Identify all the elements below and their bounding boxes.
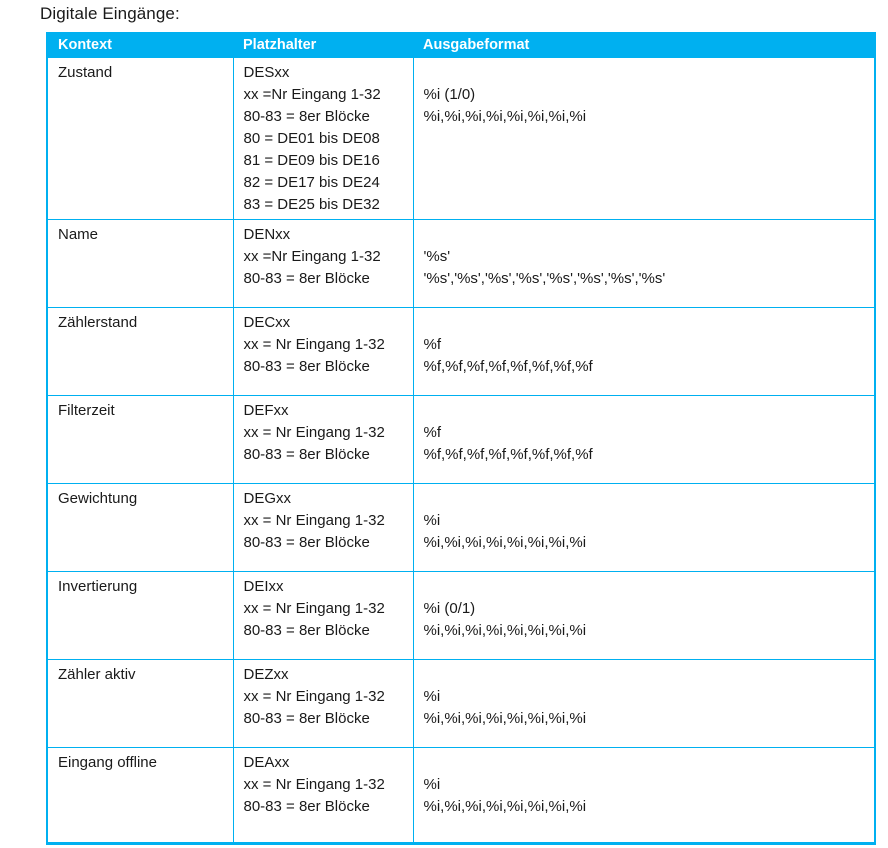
cell-line: xx = Nr Eingang 1-32 (243, 424, 385, 441)
ausgabeformat-cell (413, 748, 875, 844)
col-header-platzhalter: Platzhalter (233, 33, 413, 58)
cell-line: %i,%i,%i,%i,%i,%i,%i,%i (423, 798, 587, 815)
cell-line: %i (1/0) (423, 86, 476, 103)
cell-line: %i (423, 688, 441, 705)
cell-line: 80-83 = 8er Blöcke (243, 798, 370, 815)
kontext-cell (47, 58, 233, 220)
ausgabeformat-cell (413, 660, 875, 748)
cell-line: 80 = DE01 bis DE08 (243, 130, 380, 147)
cell-line: DEZxx (243, 666, 289, 683)
platzhalter-cell (233, 396, 413, 484)
kontext-cell (47, 748, 233, 844)
cell-line: Zähler aktiv (58, 666, 136, 683)
ausgabeformat-cell (413, 484, 875, 572)
cell-line: %f (423, 424, 442, 441)
table-row (47, 58, 875, 220)
platzhalter-cell (233, 220, 413, 308)
table-row (47, 748, 875, 844)
table-row (47, 660, 875, 748)
platzhalter-cell (233, 58, 413, 220)
cell-line: Zustand (58, 64, 113, 81)
kontext-cell (47, 308, 233, 396)
kontext-cell (47, 572, 233, 660)
cell-line: %i (423, 776, 441, 793)
table-row (47, 396, 875, 484)
cell-line: DECxx (243, 314, 291, 331)
cell-line: DEGxx (243, 490, 292, 507)
cell-line: 80-83 = 8er Blöcke (243, 534, 370, 551)
cell-line (424, 400, 867, 422)
cell-line: xx =Nr Eingang 1-32 (243, 86, 381, 103)
col-header-ausgabeformat: Ausgabeformat (413, 33, 875, 58)
cell-line (424, 62, 867, 84)
platzhalter-cell (233, 748, 413, 844)
cell-line (424, 664, 867, 686)
cell-line: '%s','%s','%s','%s','%s','%s','%s','%s' (423, 270, 666, 287)
cell-line: xx =Nr Eingang 1-32 (243, 248, 381, 265)
cell-line: Name (58, 226, 99, 243)
cell-line: 80-83 = 8er Blöcke (243, 710, 370, 727)
page-title: Digitale Eingänge: (40, 4, 180, 23)
digital-inputs-table-container (46, 32, 874, 845)
ausgabeformat-cell (413, 572, 875, 660)
cell-line: xx = Nr Eingang 1-32 (243, 512, 385, 529)
cell-line: %f,%f,%f,%f,%f,%f,%f,%f (423, 446, 593, 463)
cell-line: DEIxx (243, 578, 284, 595)
kontext-cell (47, 396, 233, 484)
kontext-cell (47, 484, 233, 572)
cell-line: Zählerstand (58, 314, 138, 331)
table-header (47, 33, 875, 58)
cell-line: %i,%i,%i,%i,%i,%i,%i,%i (423, 622, 587, 639)
table-row (47, 220, 875, 308)
cell-line: 80-83 = 8er Blöcke (243, 270, 370, 287)
cell-line: %f,%f,%f,%f,%f,%f,%f,%f (423, 358, 593, 375)
cell-line: Invertierung (58, 578, 138, 595)
platzhalter-cell (233, 484, 413, 572)
ausgabeformat-cell (413, 220, 875, 308)
ausgabeformat-cell (413, 308, 875, 396)
col-header-kontext: Kontext (47, 33, 233, 58)
platzhalter-cell (233, 308, 413, 396)
cell-line: 80-83 = 8er Blöcke (243, 446, 370, 463)
cell-line: xx = Nr Eingang 1-32 (243, 336, 385, 353)
cell-line: Eingang offline (58, 754, 157, 771)
cell-line: DENxx (243, 226, 291, 243)
cell-line: DEAxx (243, 754, 290, 771)
platzhalter-cell (233, 572, 413, 660)
cell-line: %i,%i,%i,%i,%i,%i,%i,%i (423, 710, 587, 727)
cell-line: xx = Nr Eingang 1-32 (243, 688, 385, 705)
cell-line (424, 488, 867, 510)
cell-line: 81 = DE09 bis DE16 (243, 152, 380, 169)
cell-line: xx = Nr Eingang 1-32 (243, 776, 385, 793)
cell-line: 80-83 = 8er Blöcke (243, 358, 370, 375)
cell-line: '%s' (423, 248, 451, 265)
kontext-cell (47, 660, 233, 748)
table-row (47, 572, 875, 660)
cell-line: %i (423, 512, 441, 529)
platzhalter-cell (233, 660, 413, 748)
cell-line: %f (423, 336, 442, 353)
table-header-row (47, 33, 875, 58)
cell-line: 80-83 = 8er Blöcke (243, 622, 370, 639)
table-row (47, 484, 875, 572)
table-body (47, 58, 875, 844)
cell-line: %i,%i,%i,%i,%i,%i,%i,%i (423, 108, 587, 125)
cell-line (424, 752, 867, 774)
cell-line: %i,%i,%i,%i,%i,%i,%i,%i (423, 534, 587, 551)
cell-line: %i (0/1) (423, 600, 476, 617)
cell-line (424, 576, 867, 598)
table-row (47, 308, 875, 396)
ausgabeformat-cell (413, 58, 875, 220)
cell-line: xx = Nr Eingang 1-32 (243, 600, 385, 617)
cell-line: 82 = DE17 bis DE24 (243, 174, 380, 191)
ausgabeformat-cell (413, 396, 875, 484)
digital-inputs-table (46, 32, 876, 845)
cell-line: Filterzeit (58, 402, 115, 419)
cell-line (424, 312, 867, 334)
cell-line: 80-83 = 8er Blöcke (243, 108, 370, 125)
cell-line (424, 224, 867, 246)
kontext-cell (47, 220, 233, 308)
cell-line: DESxx (243, 64, 290, 81)
cell-line: DEFxx (243, 402, 289, 419)
cell-line: 83 = DE25 bis DE32 (243, 196, 380, 213)
cell-line: Gewichtung (58, 490, 138, 507)
